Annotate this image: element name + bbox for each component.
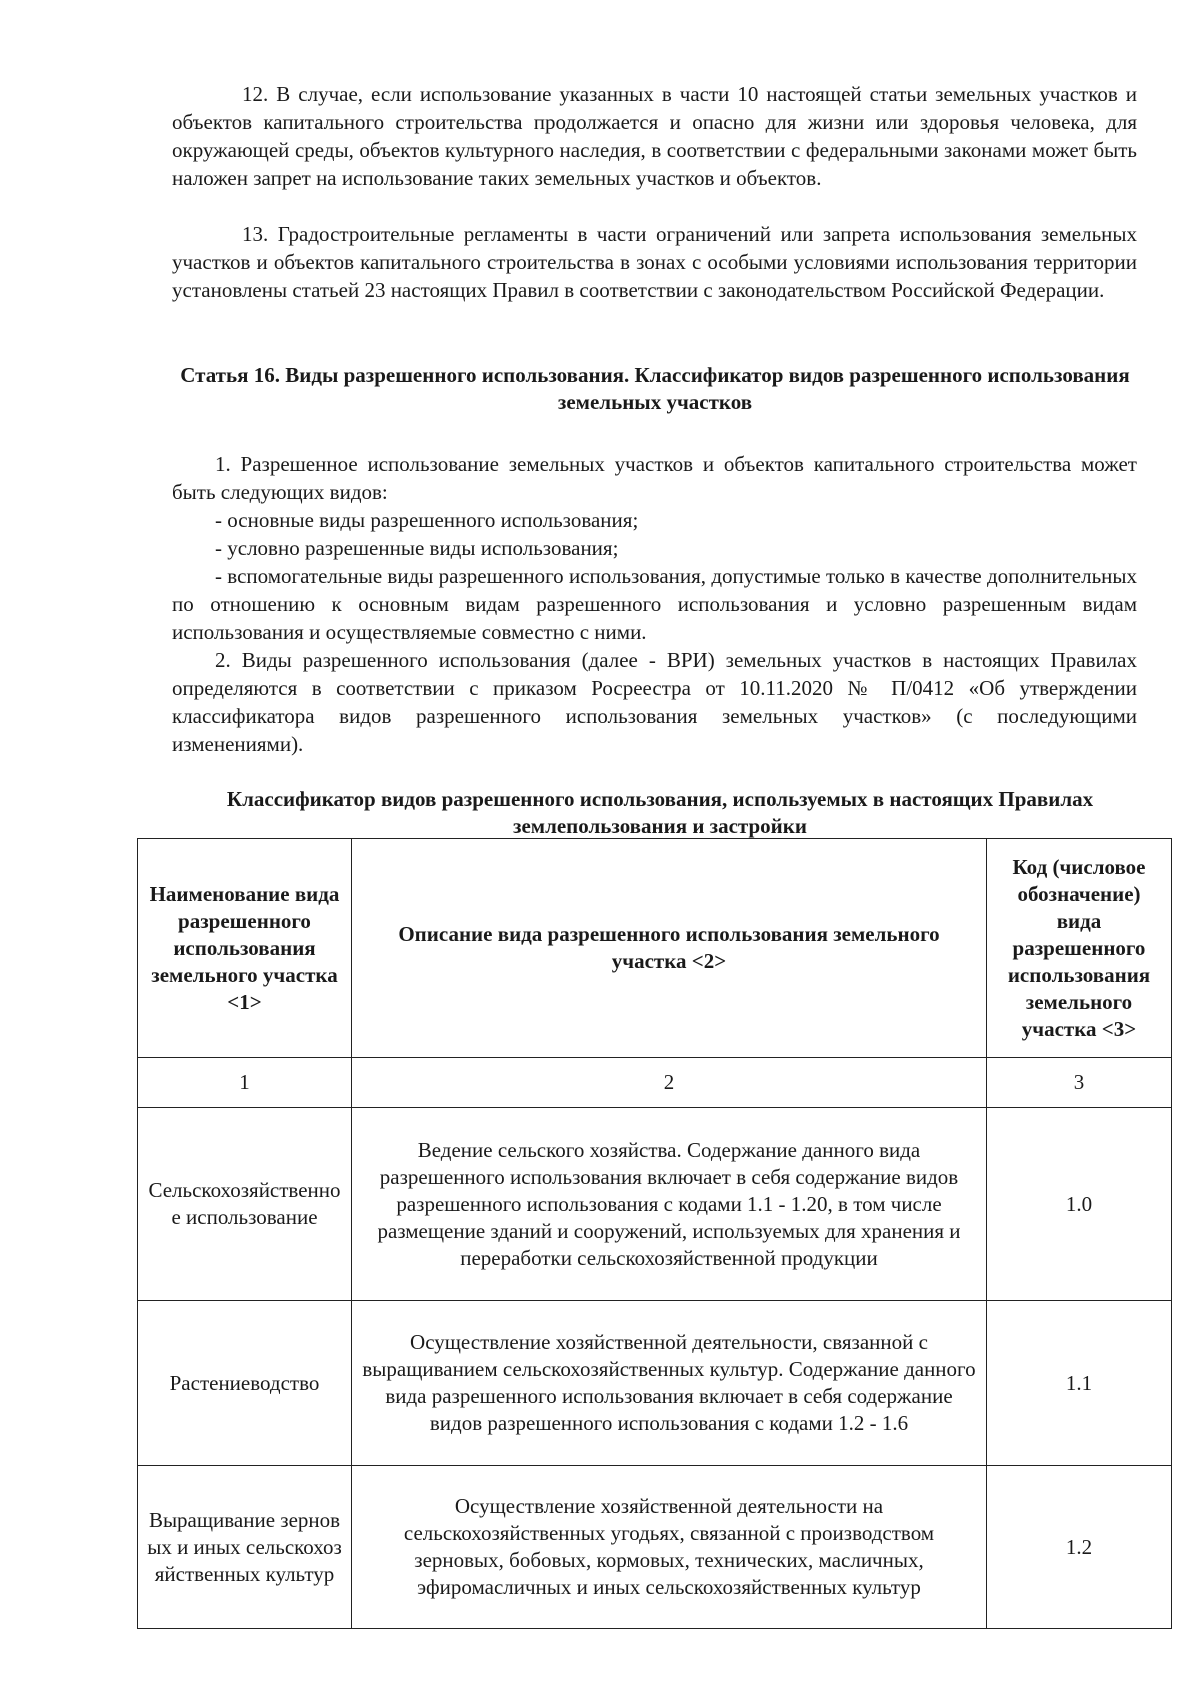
- table-header-row: [138, 839, 1172, 1058]
- article-16-paragraph-2: 2. Виды разрешенного использования (далее - ВРИ) земельных участков в настоящих Правилах определяются в соответствии с приказом Росреестра от 10.11.2020 № П/0412 «Об утверждении классификатора видов разрешенного использования земельных участков» (с последующими изменениями).: [172, 648, 1137, 756]
- article-16-paragraph-1: 1. Разрешенное использование земельных участков и объектов капитального строительства может быть следующих видов:: [172, 452, 1137, 504]
- row-name: Выращивание зерновых и иных сельскохозяйственных культур: [138, 1466, 352, 1629]
- list-item: - основные виды разрешенного использования;: [215, 508, 639, 532]
- table-row: [138, 1466, 1172, 1629]
- list-item: - условно разрешенные виды использования;: [215, 536, 619, 560]
- paragraph-12: 12. В случае, если использование указанных в части 10 настоящей статьи земельных участков и объектов капитального строительства продолжается и опасно для жизни или здоровья человека, для окружающей среды, объектов культурного наследия, в соответствии с федеральными законами может быть наложен запрет на использование таких земельных участков и объектов.: [172, 82, 1137, 190]
- list-item: - вспомогательные виды разрешенного использования, допустимые только в качестве дополнительных по отношению к основным видам разрешенного использования и условно разрешенным видам использования и осуществляемые совместно с ними.: [172, 564, 1137, 644]
- column-number: 2: [352, 1058, 987, 1108]
- row-code: 1.2: [987, 1466, 1172, 1629]
- table-row: [138, 1108, 1172, 1301]
- row-description: Осуществление хозяйственной деятельности, связанной с выращиванием сельскохозяйственных культур. Содержание данного вида разрешенного использования включает в себя содержание видов разрешенного использования с кодами 1.2 - 1.6: [352, 1301, 987, 1466]
- header-description: Описание вида разрешенного использования земельного участка <2>: [352, 839, 987, 1058]
- article-16-title: Статья 16. Виды разрешенного использования. Классификатор видов разрешенного использования земельных участков: [180, 363, 1130, 414]
- row-name: Сельскохозяйственное использование: [138, 1108, 352, 1301]
- table-row: [138, 1301, 1172, 1466]
- row-name: Растениеводство: [138, 1301, 352, 1466]
- row-description: Ведение сельского хозяйства. Содержание данного вида разрешенного использования включает в себя содержание видов разрешенного использования с кодами 1.1 - 1.20, в том числе размещение зданий и сооружений, используемых для хранения и переработки сельскохозяйственной продукции: [352, 1108, 987, 1301]
- classifier-table-title: Классификатор видов разрешенного использования, используемых в настоящих Правилах землепользования и застройки: [226, 787, 1094, 838]
- row-code: 1.0: [987, 1108, 1172, 1301]
- classifier-table: [137, 838, 1172, 1629]
- row-description: Осуществление хозяйственной деятельности на сельскохозяйственных угодьях, связанной с производством зерновых, бобовых, кормовых, технических, масличных, эфиромасличных и иных сельскохозяйственных культур: [352, 1466, 987, 1629]
- row-code: 1.1: [987, 1301, 1172, 1466]
- header-name: Наименование вида разрешенного использования земельного участка <1>: [138, 839, 352, 1058]
- paragraph-13: 13. Градостроительные регламенты в части ограничений или запрета использования земельных участков и объектов капитального строительства в зонах с особыми условиями использования территории установлены статьей 23 настоящих Правил в соответствии с законодательством Российской Федерации.: [172, 222, 1137, 302]
- column-number: 3: [987, 1058, 1172, 1108]
- table-column-numbers-row: [138, 1058, 1172, 1108]
- header-code: Код (числовое обозначение) вида разрешенного использования земельного участка <3>: [987, 839, 1172, 1058]
- column-number: 1: [138, 1058, 352, 1108]
